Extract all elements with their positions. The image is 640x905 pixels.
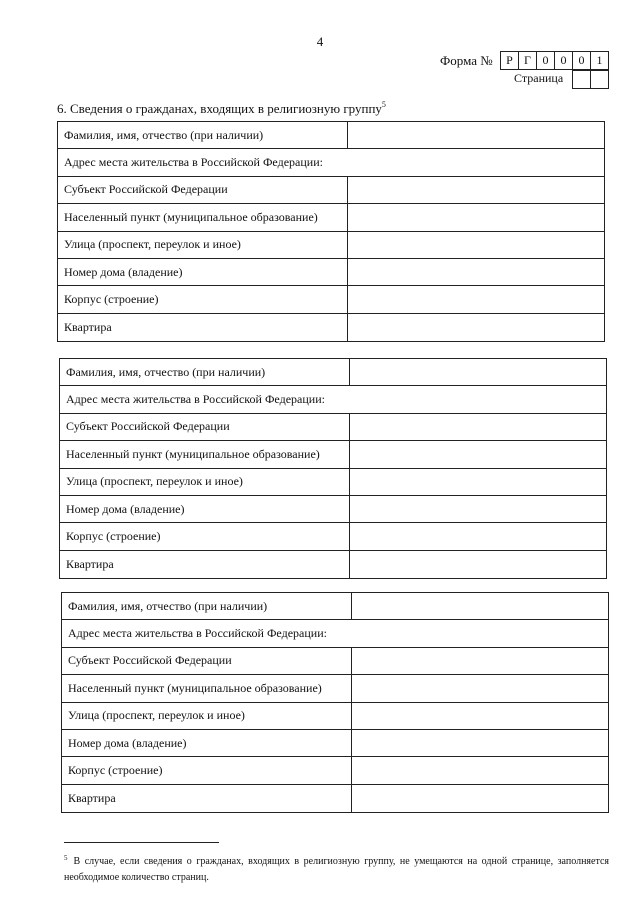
street-label: Улица (проспект, переулок и иное) [58, 232, 348, 258]
row-fio [58, 122, 604, 149]
footnote-ref: 5 [381, 100, 386, 109]
house-label: Номер дома (владение) [62, 730, 352, 756]
locality-field[interactable] [348, 204, 604, 230]
page-number-field[interactable] [573, 71, 591, 88]
apartment-field[interactable] [348, 314, 604, 341]
row-house [58, 259, 604, 286]
row-apartment [62, 785, 608, 812]
form-code-char: 1 [596, 53, 603, 67]
form-code-char: Г [519, 52, 537, 69]
address-heading: Адрес места жительства в Российской Федерации: [66, 392, 325, 407]
house-label: Номер дома (владение) [58, 259, 348, 285]
locality-field[interactable] [350, 441, 606, 467]
citizen-table-3 [61, 592, 609, 813]
street-label: Улица (проспект, переулок и иное) [60, 469, 350, 495]
row-building [62, 757, 608, 784]
row-locality [60, 441, 606, 468]
row-address-heading [58, 149, 604, 176]
locality-label: Населенный пункт (муниципальное образование) [60, 441, 350, 467]
building-label: Корпус (строение) [58, 286, 348, 312]
page-number-field[interactable] [591, 71, 608, 88]
row-apartment [60, 551, 606, 578]
subject-field[interactable] [350, 414, 606, 440]
fio-label: Фамилия, имя, отчество (при наличии) [60, 359, 350, 385]
address-heading: Адрес места жительства в Российской Федерации: [64, 155, 323, 170]
row-locality [62, 675, 608, 702]
subject-label: Субъект Российской Федерации [62, 648, 352, 674]
form-number-label: Форма № [440, 53, 493, 68]
footnote-text: В случае, если сведения о гражданах, входящих в религиозную группу, не умещаются на одной странице, заполняется необходимое количество страниц. [64, 856, 609, 883]
fio-field[interactable] [352, 593, 608, 619]
locality-field[interactable] [352, 675, 608, 701]
street-field[interactable] [348, 232, 604, 258]
row-street [58, 232, 604, 259]
subject-field[interactable] [348, 177, 604, 203]
locality-label: Населенный пункт (муниципальное образование) [58, 204, 348, 230]
building-label: Корпус (строение) [62, 757, 352, 783]
footnote-number: 5 [64, 854, 68, 862]
fio-field[interactable] [350, 359, 606, 385]
row-apartment [58, 314, 604, 341]
house-field[interactable] [348, 259, 604, 285]
form-code-char: 0 [537, 52, 555, 69]
page-label: Страница [514, 71, 564, 85]
form-code-char: 0 [573, 52, 591, 69]
fio-label: Фамилия, имя, отчество (при наличии) [58, 122, 348, 148]
locality-label: Населенный пункт (муниципальное образование) [62, 675, 352, 701]
building-field[interactable] [348, 286, 604, 312]
subject-label: Субъект Российской Федерации [58, 177, 348, 203]
apartment-field[interactable] [352, 785, 608, 812]
row-street [62, 703, 608, 730]
apartment-label: Квартира [62, 785, 352, 812]
footnote [64, 850, 609, 886]
row-address-heading [60, 386, 606, 413]
section-title-text: 6. Сведения о гражданах, входящих в религиозную группу [57, 101, 382, 116]
citizen-table-2 [59, 358, 607, 579]
row-house [60, 496, 606, 523]
apartment-label: Квартира [60, 551, 350, 578]
row-fio [60, 359, 606, 386]
row-address-heading [62, 620, 608, 647]
house-field[interactable] [352, 730, 608, 756]
building-label: Корпус (строение) [60, 523, 350, 549]
row-locality [58, 204, 604, 231]
row-subject [62, 648, 608, 675]
street-label: Улица (проспект, переулок и иное) [62, 703, 352, 729]
form-code-char: Р [501, 52, 519, 69]
section-title [57, 100, 386, 117]
subject-label: Субъект Российской Федерации [60, 414, 350, 440]
page-number: 4 [316, 34, 324, 49]
row-building [60, 523, 606, 550]
row-subject [58, 177, 604, 204]
citizen-table-1 [57, 121, 605, 342]
house-field[interactable] [350, 496, 606, 522]
fio-field[interactable] [348, 122, 604, 148]
row-subject [60, 414, 606, 441]
form-code-char: 0 [555, 52, 573, 69]
apartment-field[interactable] [350, 551, 606, 578]
address-heading: Адрес места жительства в Российской Федерации: [68, 626, 327, 641]
house-label: Номер дома (владение) [60, 496, 350, 522]
street-field[interactable] [352, 703, 608, 729]
row-street [60, 469, 606, 496]
footnote-divider [64, 842, 219, 843]
row-building [58, 286, 604, 313]
page-number-boxes [572, 70, 609, 89]
fio-label: Фамилия, имя, отчество (при наличии) [62, 593, 352, 619]
building-field[interactable] [352, 757, 608, 783]
form-code-boxes [500, 51, 609, 70]
street-field[interactable] [350, 469, 606, 495]
building-field[interactable] [350, 523, 606, 549]
subject-field[interactable] [352, 648, 608, 674]
apartment-label: Квартира [58, 314, 348, 341]
row-house [62, 730, 608, 757]
row-fio [62, 593, 608, 620]
